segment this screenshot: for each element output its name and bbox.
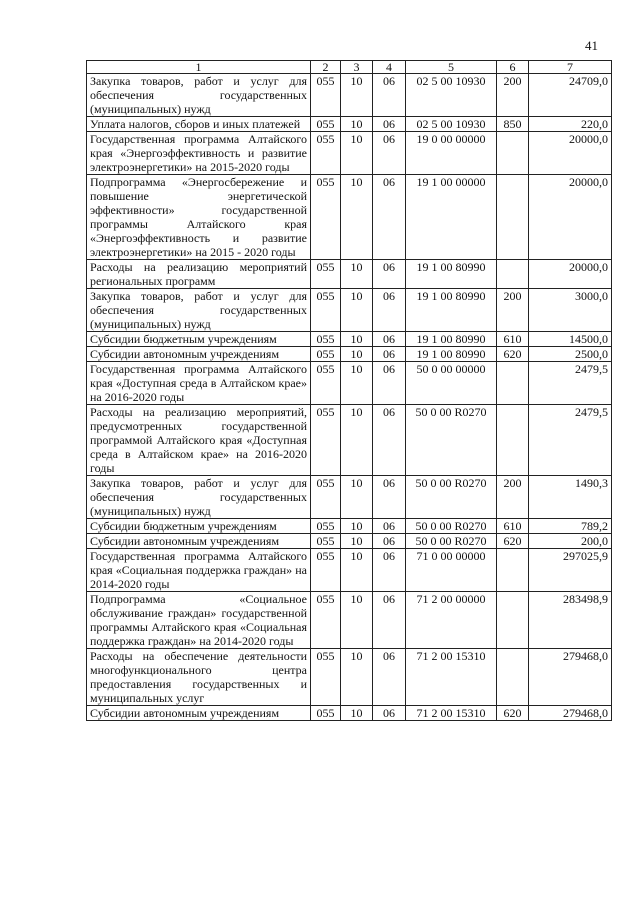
table-row bbox=[87, 332, 612, 347]
subsection-code-cell: 06 bbox=[373, 332, 406, 347]
table-row bbox=[87, 534, 612, 549]
subsection-code-cell: 06 bbox=[373, 519, 406, 534]
target-article-cell: 19 1 00 80990 bbox=[406, 260, 497, 289]
section-code-cell: 10 bbox=[341, 519, 373, 534]
table-row bbox=[87, 117, 612, 132]
section-code-cell: 10 bbox=[341, 347, 373, 362]
section-code-cell: 10 bbox=[341, 289, 373, 332]
ministry-code-cell: 055 bbox=[311, 534, 341, 549]
target-article-cell: 02 5 00 10930 bbox=[406, 74, 497, 117]
subsection-code-cell: 06 bbox=[373, 362, 406, 405]
column-header: 2 bbox=[311, 61, 341, 74]
ministry-code-cell: 055 bbox=[311, 332, 341, 347]
target-article-cell: 19 0 00 00000 bbox=[406, 132, 497, 175]
subsection-code-cell: 06 bbox=[373, 405, 406, 476]
row-name-cell: Субсидии автономным учреждениям bbox=[87, 347, 311, 362]
row-name-cell: Субсидии автономным учреждениям bbox=[87, 534, 311, 549]
row-name-cell: Расходы на обеспечение деятельности многофункционального центра предоставления государственных и муниципальных услуг bbox=[87, 649, 311, 706]
subsection-code-cell: 06 bbox=[373, 549, 406, 592]
row-name-cell: Подпрограмма «Социальное обслуживание граждан» государственной программы Алтайского края «Социальная поддержка граждан» на 2014-2020 годы bbox=[87, 592, 311, 649]
subsection-code-cell: 06 bbox=[373, 289, 406, 332]
section-code-cell: 10 bbox=[341, 117, 373, 132]
ministry-code-cell: 055 bbox=[311, 289, 341, 332]
target-article-cell: 50 0 00 00000 bbox=[406, 362, 497, 405]
row-name-cell: Государственная программа Алтайского края «Доступная среда в Алтайском крае» на 2016-2020 годы bbox=[87, 362, 311, 405]
column-header: 5 bbox=[406, 61, 497, 74]
amount-cell: 200,0 bbox=[529, 534, 612, 549]
subsection-code-cell: 06 bbox=[373, 132, 406, 175]
section-code-cell: 10 bbox=[341, 74, 373, 117]
ministry-code-cell: 055 bbox=[311, 117, 341, 132]
amount-cell: 20000,0 bbox=[529, 132, 612, 175]
expense-type-cell: 200 bbox=[497, 476, 529, 519]
ministry-code-cell: 055 bbox=[311, 549, 341, 592]
amount-cell: 3000,0 bbox=[529, 289, 612, 332]
expense-type-cell: 200 bbox=[497, 289, 529, 332]
expense-type-cell bbox=[497, 260, 529, 289]
expense-type-cell bbox=[497, 649, 529, 706]
table-row bbox=[87, 476, 612, 519]
ministry-code-cell: 055 bbox=[311, 132, 341, 175]
table-row bbox=[87, 132, 612, 175]
section-code-cell: 10 bbox=[341, 175, 373, 260]
subsection-code-cell: 06 bbox=[373, 175, 406, 260]
amount-cell: 279468,0 bbox=[529, 649, 612, 706]
row-name-cell: Расходы на реализацию мероприятий, предусмотренных государственной программой Алтайского края «Доступная среда в Алтайском крае» на 2016-2020 годы bbox=[87, 405, 311, 476]
column-header: 4 bbox=[373, 61, 406, 74]
ministry-code-cell: 055 bbox=[311, 649, 341, 706]
column-header: 7 bbox=[529, 61, 612, 74]
table-row bbox=[87, 649, 612, 706]
target-article-cell: 71 2 00 15310 bbox=[406, 649, 497, 706]
expense-type-cell: 610 bbox=[497, 332, 529, 347]
expense-type-cell: 620 bbox=[497, 347, 529, 362]
section-code-cell: 10 bbox=[341, 549, 373, 592]
table-row bbox=[87, 519, 612, 534]
section-code-cell: 10 bbox=[341, 362, 373, 405]
target-article-cell: 02 5 00 10930 bbox=[406, 117, 497, 132]
subsection-code-cell: 06 bbox=[373, 117, 406, 132]
section-code-cell: 10 bbox=[341, 405, 373, 476]
target-article-cell: 19 1 00 00000 bbox=[406, 175, 497, 260]
header-row bbox=[87, 61, 612, 74]
row-name-cell: Государственная программа Алтайского края «Энергоэффективность и развитие электроэнергетики» на 2015-2020 годы bbox=[87, 132, 311, 175]
row-name-cell: Субсидии автономным учреждениям bbox=[87, 706, 311, 721]
subsection-code-cell: 06 bbox=[373, 649, 406, 706]
row-name-cell: Государственная программа Алтайского края «Социальная поддержка граждан» на 2014-2020 годы bbox=[87, 549, 311, 592]
amount-cell: 789,2 bbox=[529, 519, 612, 534]
table-row bbox=[87, 289, 612, 332]
table-row bbox=[87, 260, 612, 289]
amount-cell: 20000,0 bbox=[529, 175, 612, 260]
target-article-cell: 50 0 00 R0270 bbox=[406, 405, 497, 476]
amount-cell: 2479,5 bbox=[529, 362, 612, 405]
row-name-cell: Закупка товаров, работ и услуг для обеспечения государственных (муниципальных) нужд bbox=[87, 476, 311, 519]
section-code-cell: 10 bbox=[341, 476, 373, 519]
ministry-code-cell: 055 bbox=[311, 260, 341, 289]
target-article-cell: 19 1 00 80990 bbox=[406, 332, 497, 347]
row-name-cell: Подпрограмма «Энергосбережение и повышение энергетической эффективности» государственной программы Алтайского края «Энергоэффективность и развитие электроэнергетики» на 2015 - 2020 годы bbox=[87, 175, 311, 260]
amount-cell: 297025,9 bbox=[529, 549, 612, 592]
target-article-cell: 71 0 00 00000 bbox=[406, 549, 497, 592]
target-article-cell: 50 0 00 R0270 bbox=[406, 519, 497, 534]
column-header: 1 bbox=[87, 61, 311, 74]
amount-cell: 2479,5 bbox=[529, 405, 612, 476]
ministry-code-cell: 055 bbox=[311, 519, 341, 534]
target-article-cell: 19 1 00 80990 bbox=[406, 347, 497, 362]
section-code-cell: 10 bbox=[341, 332, 373, 347]
amount-cell: 220,0 bbox=[529, 117, 612, 132]
ministry-code-cell: 055 bbox=[311, 405, 341, 476]
subsection-code-cell: 06 bbox=[373, 74, 406, 117]
amount-cell: 2500,0 bbox=[529, 347, 612, 362]
column-header: 3 bbox=[341, 61, 373, 74]
amount-cell: 24709,0 bbox=[529, 74, 612, 117]
ministry-code-cell: 055 bbox=[311, 592, 341, 649]
amount-cell: 14500,0 bbox=[529, 332, 612, 347]
amount-cell: 283498,9 bbox=[529, 592, 612, 649]
row-name-cell: Субсидии бюджетным учреждениям bbox=[87, 519, 311, 534]
expense-type-cell: 620 bbox=[497, 534, 529, 549]
table-row bbox=[87, 347, 612, 362]
amount-cell: 1490,3 bbox=[529, 476, 612, 519]
target-article-cell: 50 0 00 R0270 bbox=[406, 534, 497, 549]
ministry-code-cell: 055 bbox=[311, 175, 341, 260]
subsection-code-cell: 06 bbox=[373, 347, 406, 362]
table-row bbox=[87, 405, 612, 476]
budget-table bbox=[86, 60, 612, 721]
column-header: 6 bbox=[497, 61, 529, 74]
expense-type-cell: 610 bbox=[497, 519, 529, 534]
section-code-cell: 10 bbox=[341, 649, 373, 706]
amount-cell: 279468,0 bbox=[529, 706, 612, 721]
ministry-code-cell: 055 bbox=[311, 74, 341, 117]
expense-type-cell bbox=[497, 592, 529, 649]
subsection-code-cell: 06 bbox=[373, 260, 406, 289]
expense-type-cell bbox=[497, 549, 529, 592]
subsection-code-cell: 06 bbox=[373, 592, 406, 649]
page-number: 41 bbox=[585, 38, 598, 53]
section-code-cell: 10 bbox=[341, 592, 373, 649]
target-article-cell: 71 2 00 00000 bbox=[406, 592, 497, 649]
section-code-cell: 10 bbox=[341, 260, 373, 289]
row-name-cell: Закупка товаров, работ и услуг для обеспечения государственных (муниципальных) нужд bbox=[87, 74, 311, 117]
expense-type-cell bbox=[497, 175, 529, 260]
table-row bbox=[87, 549, 612, 592]
amount-cell: 20000,0 bbox=[529, 260, 612, 289]
ministry-code-cell: 055 bbox=[311, 476, 341, 519]
expense-type-cell bbox=[497, 132, 529, 175]
subsection-code-cell: 06 bbox=[373, 476, 406, 519]
expense-type-cell: 850 bbox=[497, 117, 529, 132]
section-code-cell: 10 bbox=[341, 132, 373, 175]
expense-type-cell bbox=[497, 405, 529, 476]
expense-type-cell: 620 bbox=[497, 706, 529, 721]
table-body bbox=[87, 74, 612, 721]
table-row bbox=[87, 706, 612, 721]
table-row bbox=[87, 362, 612, 405]
subsection-code-cell: 06 bbox=[373, 534, 406, 549]
table-row bbox=[87, 74, 612, 117]
target-article-cell: 50 0 00 R0270 bbox=[406, 476, 497, 519]
ministry-code-cell: 055 bbox=[311, 706, 341, 721]
ministry-code-cell: 055 bbox=[311, 347, 341, 362]
target-article-cell: 19 1 00 80990 bbox=[406, 289, 497, 332]
target-article-cell: 71 2 00 15310 bbox=[406, 706, 497, 721]
section-code-cell: 10 bbox=[341, 534, 373, 549]
row-name-cell: Субсидии бюджетным учреждениям bbox=[87, 332, 311, 347]
ministry-code-cell: 055 bbox=[311, 362, 341, 405]
row-name-cell: Закупка товаров, работ и услуг для обеспечения государственных (муниципальных) нужд bbox=[87, 289, 311, 332]
expense-type-cell: 200 bbox=[497, 74, 529, 117]
table-row bbox=[87, 175, 612, 260]
row-name-cell: Расходы на реализацию мероприятий региональных программ bbox=[87, 260, 311, 289]
table-row bbox=[87, 592, 612, 649]
row-name-cell: Уплата налогов, сборов и иных платежей bbox=[87, 117, 311, 132]
section-code-cell: 10 bbox=[341, 706, 373, 721]
subsection-code-cell: 06 bbox=[373, 706, 406, 721]
expense-type-cell bbox=[497, 362, 529, 405]
